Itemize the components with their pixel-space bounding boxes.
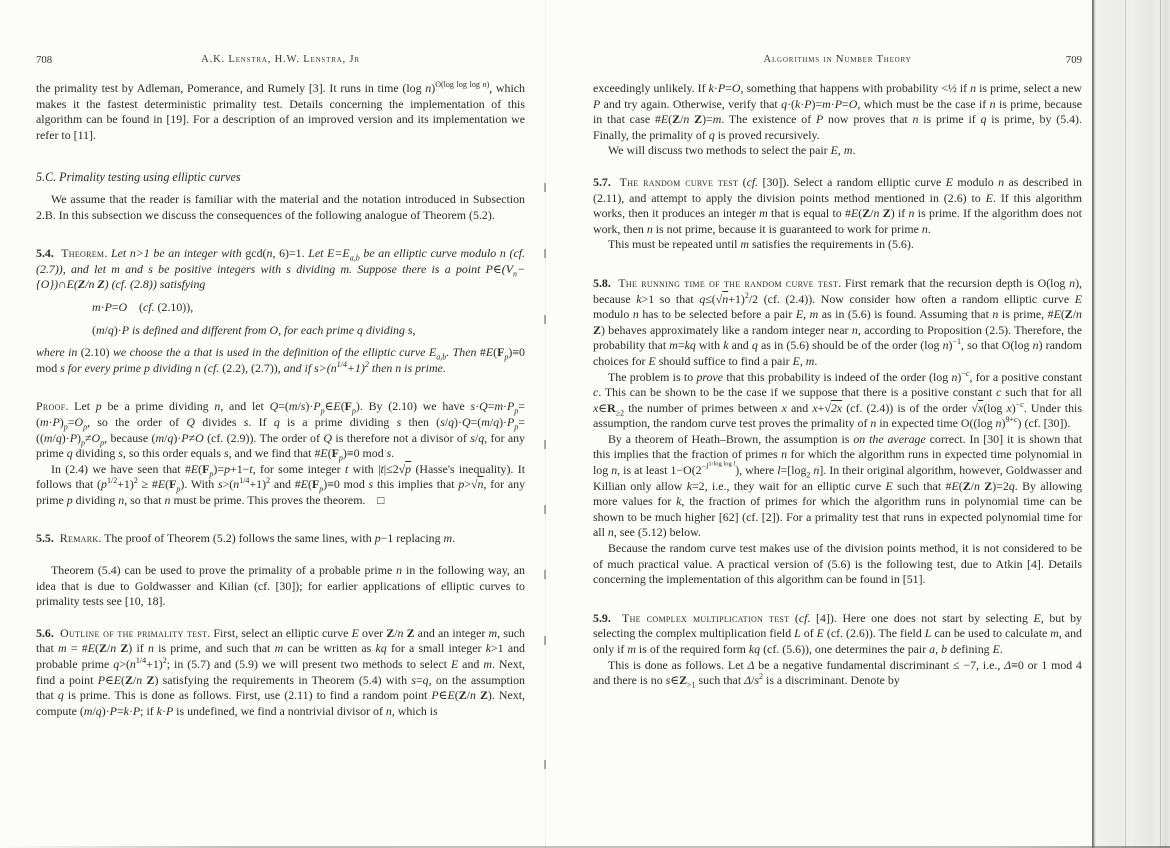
paragraph: By a theorem of Heath–Brown, the assumption is on the average correct. In [30] it is shown that this implies that the fraction of primes n for which the algorithm runs in expected time polynomial in log n, is at least $1-O(2^{-l^{1/log log l}})$, where $l=[\log_2$ n]. In their original algorithm, however, Goldwasser and Killian only allow k=2, i.e., they wait for an elliptic curve E such that #E(Z/n Z)=2q. By allowing more values for k, the fraction of primes for which the algorithm runs in polynomial time can be shown to be much higher [62] (cf. [2]). For a primality test that runs in expected polynomial time for all n, see (5.12) below. [593,431,1083,540]
gutter-tick [544,570,546,579]
gutter-tick [544,505,546,514]
page-number-left: 708 [36,54,53,66]
section-5-7: 5.7. The random curve test (cf. [30]). Select a random elliptic curve E modulo n as described in (2.11), and attempt to apply the division points method mentioned in (2.6) to E. If this algorithm works, then it produces an integer m that is equal to #E(Z/n Z) if n is prime. If the algorithm does not work, then n is not prime, because it is guaranteed to work for prime n. [593,174,1082,236]
paragraph: We assume that the reader is familiar with the material and the notation introduced in Subsection 2.B. In this subsection we discuss the consequences of the following analogue of Theorem (5.2). [36,191,525,222]
proof-continuation: In (2.4) we have seen that $\#E(F_p)=p+1-t$, for some integer t with |t|≤2√p (Hasse's inequality). It follows that $(p^{1/2}+1)^2$ ≥ $\#E(F_p)$. With $s>(n^{1/4}+1)^2$ and $\#E(F_p)\equiv 0$ mod s this implies that p>√n, for any prime p dividing n, so that n must be prime. This proves the theorem. □ [36,461,526,507]
page-left [36,0,525,848]
theorem-continuation: where in (2.10) we choose the a that is used in the definition of the elliptic curve $E_{a,b}$. Then $\#E(F_p)\equiv 0$ mod s for every prime p dividing n (cf. (2.2), (2.7)), and if $s>(n^{1/4}+1)^2$ then n is prime. [36,345,525,375]
display-equation: m·P=O (cf. (2.10)), [92,299,194,314]
remark-5-5: 5.5. Remark. The proof of Theorem (5.2) follows the same lines, with p−1 replacing m. [36,531,456,546]
paragraph: This is done as follows. Let Δ be a negative fundamental discriminant ≤ −7, i.e., Δ≡0 or 1 mod 4 and there is no $s\in Z_{>1}$ such that $\Delta/s^2$ is a discriminant. Denote by [593,657,1082,690]
section-5-8: 5.8. The running time of the random curve test. First remark that the recursion depth is O(log n), because k>1 so that $q\le(√n+1)^2/2$ (cf. (2.4)). Now consider how often a random elliptic curve E modulo n has to be selected before a pair E, m as in (5.6) is found. Assuming that n is prime, #E(Z/n Z) behaves approximately like a random integer near n, according to Proposition (2.5). Therefore, the probability that m=kq with k and q as in (5.6) should be of the order (log n)$^{-1}$, so that O(log n) random choices for E should suffice to find a pair E, m. [593,275,1082,368]
gutter-tick [544,636,546,645]
paragraph: the primality test by Adleman, Pomerance, and Rumely [3]. It runs in time (log n)$^{O(log log log n)}$, which makes it the fastest deterministic primality test. Details concerning the implementation of this algorithm can be found in [19]. For a description of an improved version and its implementation we refer to [11]. [36,80,525,142]
outline-5-6: 5.6. Outline of the primality test. First, select an elliptic curve E over Z/n Z and an integer m, such that m = #E(Z/n Z) if n is prime, and such that m can be written as kq for a small integer k>1 and probable prime $q>(n^{1/4}+1)^2$; in (5.7) and (5.9) we will present two methods to select E and m. Next, find a point P∈E(Z/n Z) satisfying the requirements in Theorem (5.4) with s=q, on the assumption that q is prime. This is done as follows. First, use (2.11) to find a random point P∈E(Z/n Z). Next, compute (m/q)·P=k·P; if k·P is undefined, we find a nontrivial divisor of n, which is [36,625,526,718]
gutter-tick [544,183,546,192]
gutter-tick [544,249,546,258]
page-right [593,0,1082,848]
paragraph: Theorem (5.4) can be used to prove the primality of a probable prime n in the following way, an idea that is due to Goldwasser and Kilian (cf. [30]); for earlier applications of elliptic curves to primality tests see [10, 18]. [36,563,525,609]
page-header-left [36,54,525,68]
book-gutter [545,0,546,848]
book-edge-pages [1092,0,1170,848]
display-equation: (m/q)·P is defined and different from O, for each prime q dividing s, [92,322,416,337]
page-content-left [36,81,525,719]
gutter-tick [544,760,546,769]
running-head-left: A.K. Lenstra, H.W. Lenstra, Jr [201,54,360,65]
page-header-right [593,54,1082,68]
page-content-right [593,81,1082,689]
section-5-9: 5.9. The complex multiplication test (cf. [4]). Here one does not start by selecting E, but by selecting the complex multiplication field L of E (cf. (2.6)). The field L can be used to calculate m, and only if m is of the required form kq (cf. (5.6)), one determines the pair a, b defining E. [593,610,1082,656]
page-edge-line [1160,0,1161,848]
paragraph: This must be repeated until m satisfies the requirements in (5.6). [608,237,914,252]
paragraph: We will discuss two methods to select the pair E, m. [608,143,856,158]
paragraph: Because the random curve test makes use of the division points method, it is not considered to be of much practical value. A practical version of (5.6) is the following test, due to Atkin [4]. Details concerning the implementation of this algorithm can be found in [51]. [593,541,1082,587]
paragraph: exceedingly unlikely. If k·P=O, something that happens with probability <½ if n is prime, select a new P and try again. Otherwise, verify that q·(k·P)=m·P=O, which must be the case if n is prime, because in that case #E(Z/n Z)=m. The existence of P now proves that n is prime if q is prime, by (5.4). Finally, the primality of q is proved recursively. [593,81,1082,142]
paragraph: The problem is to prove that this probability is indeed of the order (log n)$^{-c}$, for a positive constant c. This can be shown to be the case if we suppose that there is a positive constant c such that for all $x\in R_{\ge 2}$ the number of primes between x and x+√2x (cf. (2.4)) is of the order √x(log x)$^{-c}$. Under this assumption, the random curve test proves the primality of n in expected time O((log n)$^{9+c}$) (cf. [30]). [593,368,1082,431]
running-head-right: Algorithms in Number Theory [763,54,912,65]
gutter-tick [544,440,546,449]
proof: Proof. Let p be a prime dividing n, and let $Q=(m/s)\cdot P_p\in E(F_p)$. By (2.10) we have $s\cdot Q=m\cdot P_p=(m\cdot P)_p=O_p$, so the order of Q divides s. If q is a prime dividing s then $(s/q)\cdot Q=(m/q)\cdot P_p=((m/q)\cdot P)_p\ne O_p$, because (m/q)·P≠O (cf. (2.9)). The order of Q is therefore not a divisor of s/q, for any prime q dividing s, so this order equals s, and we find that $\#E(F_p)\equiv 0$ mod s. [36,399,526,463]
page-edge-line [1125,0,1126,848]
gutter-tick [544,315,546,324]
theorem-5-4: 5.4. Theorem. Let n>1 be an integer with gcd(n, 6)=1. Let $E=E_{a,b}$ be an elliptic curve modulo n (cf. (2.7)), and let m and s be positive integers with s dividing m. Suppose there is a point $P\in(V_n-\{O\})\cap E(Z/n$ Z) (cf. (2.8)) satisfying [36,246,526,292]
section-heading: 5.C. Primality testing using elliptic curves [36,170,241,185]
page-number-right: 709 [1065,54,1082,66]
